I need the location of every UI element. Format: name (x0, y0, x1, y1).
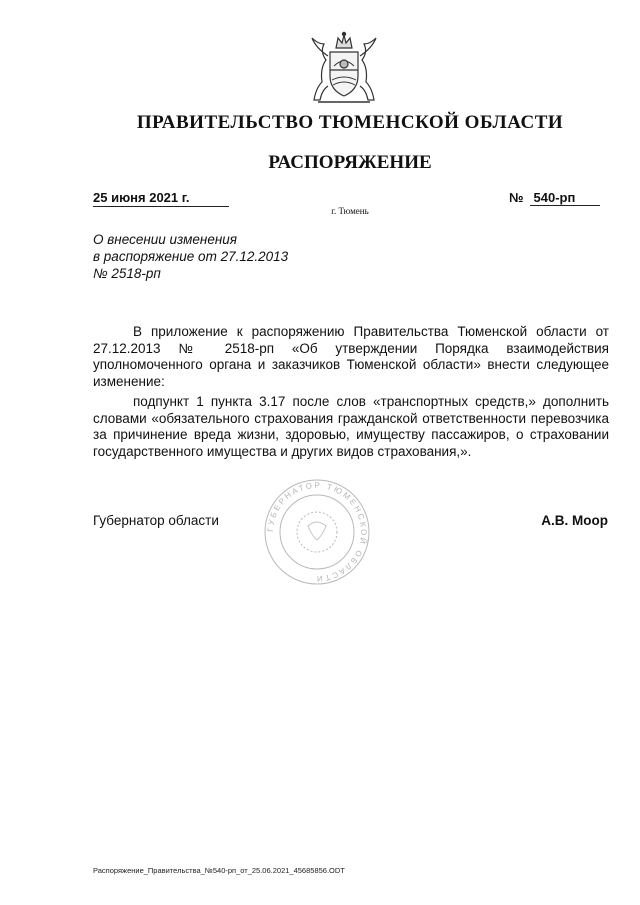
signatory-name: А.В. Моор (541, 513, 608, 528)
signatory-position: Губернатор области (93, 513, 219, 528)
number-value: 540-рп (530, 190, 600, 206)
document-type: РАСПОРЯЖЕНИЕ (268, 152, 432, 173)
coat-of-arms-icon (302, 30, 386, 108)
number-sign: № (509, 190, 524, 205)
city: г. Тюмень (331, 206, 369, 216)
document-date: 25 июня 2021 г. (93, 190, 229, 207)
body-paragraph: В приложение к распоряжению Правительства Тюменской области от 27.12.2013 № 2518-рп «Об утверждении Порядка взаимодействия уполномоченного органа и заказчиков Тюменской области» внести следующее изменение: (93, 324, 609, 389)
subject-line: № 2518-рп (93, 266, 161, 281)
subject-line: О внесении изменения (93, 232, 238, 247)
document-number (509, 190, 605, 206)
official-seal-icon (262, 478, 372, 586)
body-paragraph: подпункт 1 пункта 3.17 после слов «транспортных средств,» дополнить словами «обязательного страхования гражданской ответственности перевозчика за причинение вреда жизни, здоровью, имуществу пассажиров, о страховании государственного имущества и других видов страхования,». (93, 394, 609, 459)
subject-block (93, 231, 333, 282)
subject-line: в распоряжение от 27.12.2013 (93, 249, 289, 264)
svg-text:ГУБЕРНАТОР ТЮМЕНСКОЙ ОБЛАСТИ (266, 481, 368, 583)
seal-text: ГУБЕРНАТОР ТЮМЕНСКОЙ ОБЛАСТИ (265, 480, 369, 584)
government-title: ПРАВИТЕЛЬСТВО ТЮМЕНСКОЙ ОБЛАСТИ (136, 112, 564, 133)
document-body (93, 324, 609, 464)
footer-filename: Распоряжение_Правительства_№540-рп_от_25.06.2021_45685856.ODT (93, 866, 345, 875)
